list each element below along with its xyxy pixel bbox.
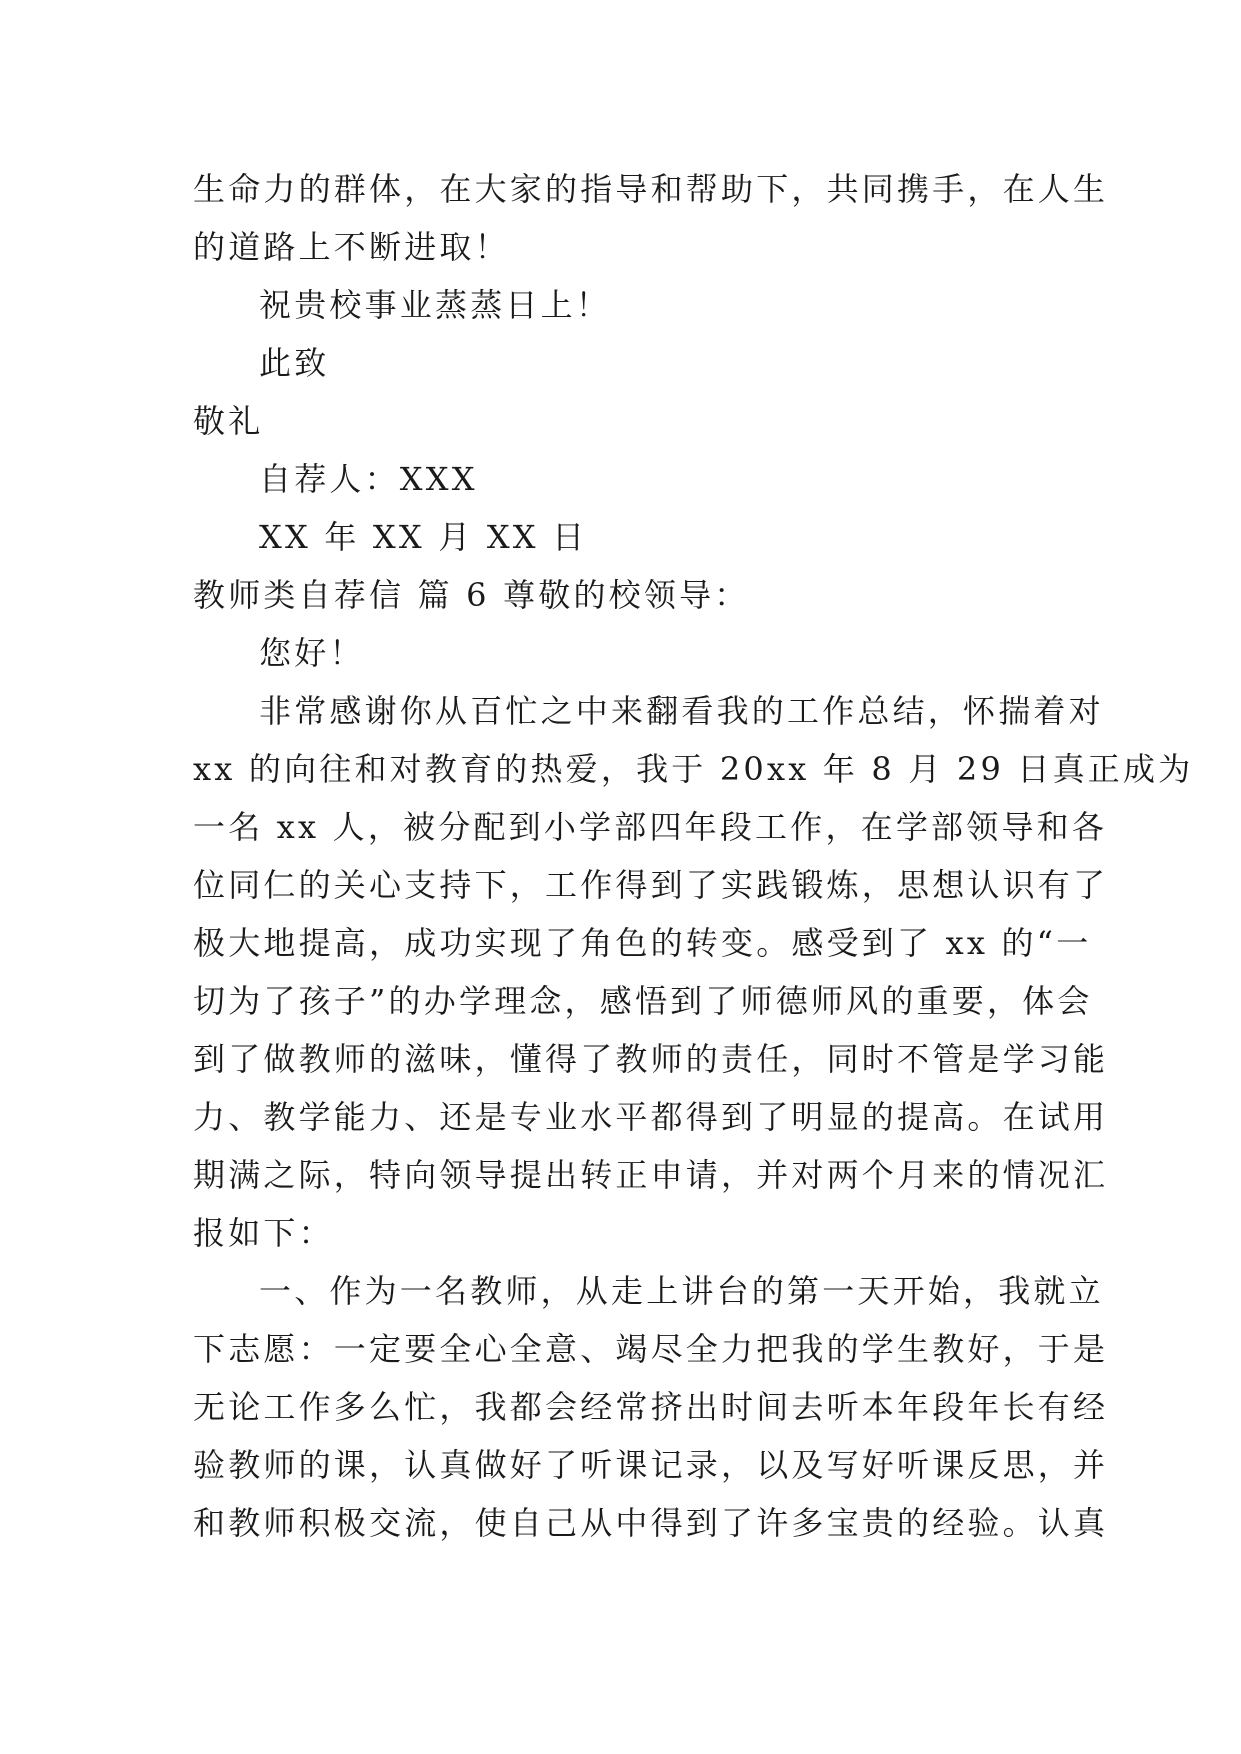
text-line: 祝贵校事业蒸蒸日上！ [259,286,612,324]
text-line: 的道路上不断进取！ [193,228,510,266]
text-line: 您好！ [259,634,365,672]
text-line: 教师类自荐信 篇 6 尊敬的校领导： [193,576,750,614]
text-line: XX 年 XX 月 XX 日 [259,518,588,556]
text-line: 和教师积极交流，使自己从中得到了许多宝贵的经验。认真 [193,1504,1109,1542]
text-line: 无论工作多么忙，我都会经常挤出时间去听本年段年长有经 [193,1388,1109,1426]
text-line: 切为了孩子”的办学理念，感悟到了师德师风的重要，体会 [193,982,1093,1020]
text-line: 下志愿：一定要全心全意、竭尽全力把我的学生教好，于是 [193,1330,1109,1368]
text-line: 敬礼 [193,402,264,440]
text-line: 到了做教师的滋味，懂得了教师的责任，同时不管是学习能 [193,1040,1109,1078]
text-line: 位同仁的关心支持下，工作得到了实践锻炼，思想认识有了 [193,866,1109,904]
text-line: xx 的向往和对教育的热爱，我于 20xx 年 8 月 29 日真正成为 [193,750,1194,788]
text-line: 生命力的群体，在大家的指导和帮助下，共同携手，在人生 [193,170,1109,208]
text-line: 期满之际，特向领导提出转正申请，并对两个月来的情况汇 [193,1156,1109,1194]
document-body [193,160,1194,1552]
text-line: 报如下： [193,1214,334,1252]
text-line: 验教师的课，认真做好了听课记录，以及写好听课反思，并 [193,1446,1109,1484]
text-line: 一名 xx 人，被分配到小学部四年段工作，在学部领导和各 [193,808,1108,846]
text-line: 一、作为一名教师，从走上讲台的第一天开始，我就立 [259,1272,1104,1310]
text-line: 此致 [259,344,330,382]
text-line: 非常感谢你从百忙之中来翻看我的工作总结，怀揣着对 [259,692,1104,730]
text-line: 自荐人：XXX [259,460,478,498]
text-line: 力、教学能力、还是专业水平都得到了明显的提高。在试用 [193,1098,1109,1136]
text-line: 极大地提高，成功实现了角色的转变。感受到了 xx 的“一 [193,924,1092,962]
